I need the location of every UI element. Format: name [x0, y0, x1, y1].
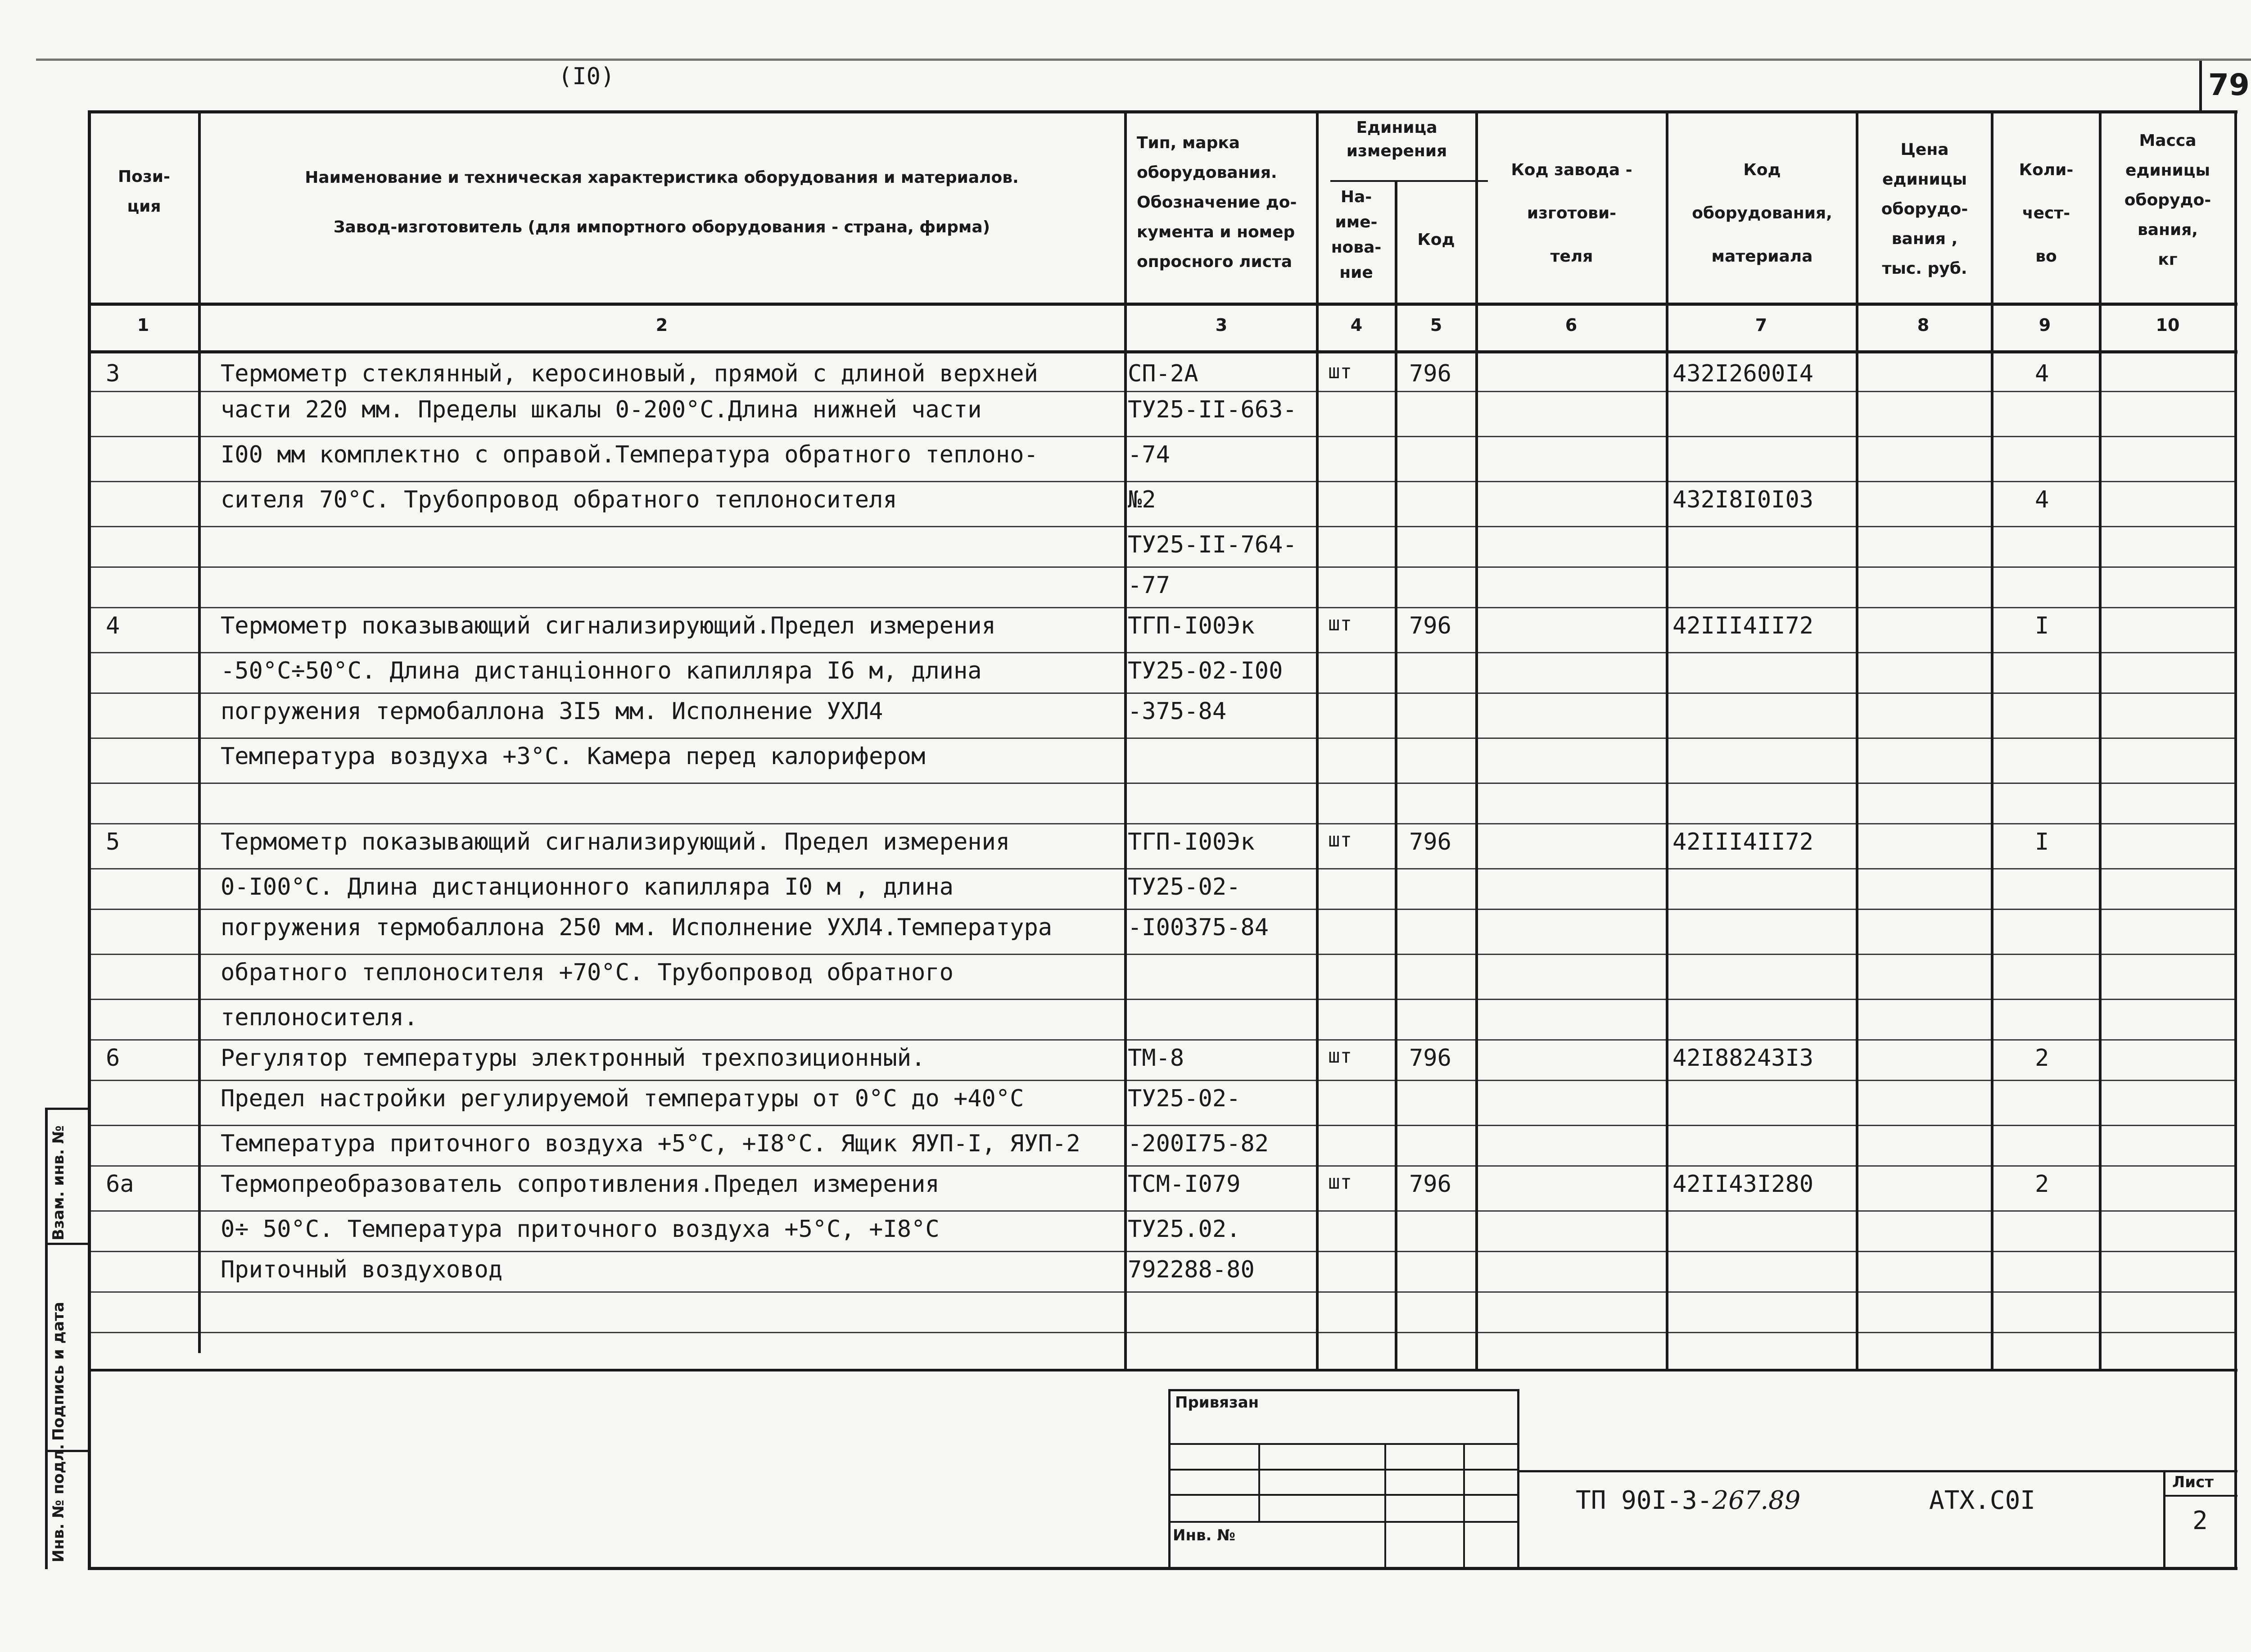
- position-cell: 3: [106, 360, 120, 387]
- position-cell: 5: [106, 828, 120, 855]
- unit-code-cell: 796: [1409, 612, 1451, 639]
- type-cell: 792288-80: [1128, 1256, 1255, 1283]
- type-cell: ТУ25-II-764-: [1128, 531, 1297, 558]
- position-cell: 4: [106, 612, 120, 639]
- side-label-original-inv: Инв. № подл.: [50, 1444, 68, 1562]
- description-cell: сителя 70°С. Трубопровод обратного теплоносителя: [221, 486, 897, 513]
- type-cell: -74: [1128, 441, 1170, 468]
- description-cell: Предел настройки регулируемой температуры от 0°С до +40°С: [221, 1085, 1024, 1112]
- sheet-number: 2: [2192, 1506, 2208, 1535]
- type-cell: ТУ25.02.: [1128, 1216, 1241, 1243]
- quantity-cell: 2: [2035, 1045, 2049, 1072]
- unit-cell: шт: [1328, 612, 1352, 635]
- position-cell: 6: [106, 1045, 120, 1072]
- quantity-cell: I: [2035, 612, 2049, 639]
- header-factory-code: Код завода - изготови- теля: [1511, 161, 1632, 266]
- column-number: 1: [137, 315, 149, 335]
- description-cell: погружения термобаллона 250 мм. Исполнение УХЛ4.Температура: [221, 914, 1053, 941]
- header-unit-name: На- име- нова- ние: [1331, 188, 1382, 282]
- header-quantity: Коли- чест- во: [2019, 161, 2074, 266]
- sheet-label: Лист: [2172, 1473, 2214, 1491]
- material-code-cell: 42I88243I3: [1672, 1045, 1814, 1072]
- description-cell: погружения термобаллона 3I5 мм. Исполнение УХЛ4: [221, 698, 883, 725]
- inv-no-label: Инв. №: [1173, 1526, 1236, 1544]
- column-number: 7: [1755, 315, 1767, 335]
- description-cell: Температура приточного воздуха +5°С, +I8°С. Ящик ЯУП-I, ЯУП-2: [221, 1130, 1080, 1157]
- description-cell: Термометр показывающий сигнализирующий. Предел измерения: [221, 828, 1010, 855]
- quantity-cell: I: [2035, 828, 2049, 855]
- description-cell: Термопреобразователь сопротивления.Предел измерения: [221, 1171, 940, 1198]
- unit-cell: шт: [1328, 828, 1352, 851]
- description-cell: 0÷ 50°С. Температура приточного воздуха +5°С, +I8°С: [221, 1216, 940, 1243]
- header-mass: Масса единицы оборудо- вания, кг: [2124, 131, 2211, 269]
- side-label-replaced-inv: Взам. инв. №: [50, 1125, 68, 1240]
- column-number: 4: [1350, 315, 1363, 335]
- column-number: 8: [1917, 315, 1930, 335]
- doc-mark: АТХ.С0I: [1929, 1486, 2036, 1515]
- page-number: 79: [2208, 68, 2250, 102]
- material-code-cell: 42III4II72: [1672, 612, 1814, 639]
- description-cell: обратного теплоносителя +70°С. Трубопровод обратного: [221, 959, 954, 986]
- type-cell: ТМ-8: [1128, 1045, 1184, 1072]
- type-cell: -77: [1128, 572, 1170, 599]
- type-cell: -375-84: [1128, 698, 1227, 725]
- header-position: Пози- ция: [118, 167, 170, 216]
- description-cell: I00 мм комплектно с оправой.Температура обратного теплоно-: [221, 441, 1038, 468]
- type-cell: СП-2А: [1128, 360, 1198, 387]
- column-number: 10: [2156, 315, 2180, 335]
- unit-cell: шт: [1328, 360, 1352, 383]
- column-number: 5: [1430, 315, 1442, 335]
- attached-label: Привязан: [1175, 1394, 1259, 1412]
- column-number: 9: [2039, 315, 2051, 335]
- column-number: 3: [1215, 315, 1228, 335]
- quantity-cell: 4: [2035, 360, 2049, 387]
- description-cell: теплоносителя.: [221, 1004, 418, 1031]
- type-cell: №2: [1128, 486, 1156, 513]
- description-cell: части 220 мм. Пределы шкалы 0-200°С.Длина нижней части: [221, 396, 982, 423]
- type-cell: ТСМ-I079: [1128, 1171, 1241, 1198]
- quantity-cell: 4: [2035, 486, 2049, 513]
- description-cell: Термометр показывающий сигнализирующий.Предел измерения: [221, 612, 996, 639]
- type-cell: -200I75-82: [1128, 1130, 1269, 1157]
- type-cell: ТГП-I00Эк: [1128, 612, 1255, 639]
- header-material-code: Код оборудования, материала: [1692, 161, 1832, 266]
- header-price: Цена единицы оборудо- вания , тыс. руб.: [1881, 140, 1968, 278]
- header-name: Наименование и техническая характеристика оборудования и материалов. Завод-изготовитель (для импортного оборудования - страна, фирма): [305, 168, 1019, 236]
- type-cell: ТУ25-02-: [1128, 874, 1241, 901]
- type-cell: -I00375-84: [1128, 914, 1269, 941]
- type-cell: ТУ25-02-I00: [1128, 657, 1283, 684]
- position-cell: 6а: [106, 1171, 134, 1198]
- header-unit: Единица измерения: [1346, 118, 1447, 160]
- description-cell: -50°С÷50°С. Длина дистанціонного капилляра I6 м, длина: [221, 657, 982, 684]
- sheet-top-label: (I0): [558, 63, 615, 90]
- unit-code-cell: 796: [1409, 1045, 1451, 1072]
- column-number: 2: [655, 315, 668, 335]
- doc-code: ТП 90I-3-267.89: [1576, 1486, 1801, 1515]
- type-cell: ТУ25-02-: [1128, 1085, 1241, 1112]
- unit-cell: шт: [1328, 1045, 1352, 1068]
- material-code-cell: 432I8I0I03: [1672, 486, 1814, 513]
- header-type: Тип, марка оборудования. Обозначение до- кумента и номер опросного листа: [1137, 134, 1297, 271]
- unit-code-cell: 796: [1409, 1171, 1451, 1198]
- column-number: 6: [1565, 315, 1578, 335]
- material-code-cell: 432I2600I4: [1672, 360, 1814, 387]
- side-label-signature: Подпись и дата: [50, 1302, 68, 1441]
- unit-code-cell: 796: [1409, 360, 1451, 387]
- material-code-cell: 42II43I280: [1672, 1171, 1814, 1198]
- unit-code-cell: 796: [1409, 828, 1451, 855]
- header-unit-code: Код: [1417, 231, 1455, 249]
- description-cell: 0-I00°С. Длина дистанционного капилляра I0 м , длина: [221, 874, 954, 901]
- description-cell: Регулятор температуры электронный трехпозиционный.: [221, 1045, 926, 1072]
- material-code-cell: 42III4II72: [1672, 828, 1814, 855]
- description-cell: Приточный воздуховод: [221, 1256, 503, 1283]
- unit-cell: шт: [1328, 1171, 1352, 1194]
- type-cell: ТГП-I00Эк: [1128, 828, 1255, 855]
- quantity-cell: 2: [2035, 1171, 2049, 1198]
- description-cell: Термометр стеклянный, керосиновый, прямой с длиной верхней: [221, 360, 1038, 387]
- type-cell: ТУ25-II-663-: [1128, 396, 1297, 423]
- description-cell: Температура воздуха +3°С. Камера перед калорифером: [221, 743, 926, 770]
